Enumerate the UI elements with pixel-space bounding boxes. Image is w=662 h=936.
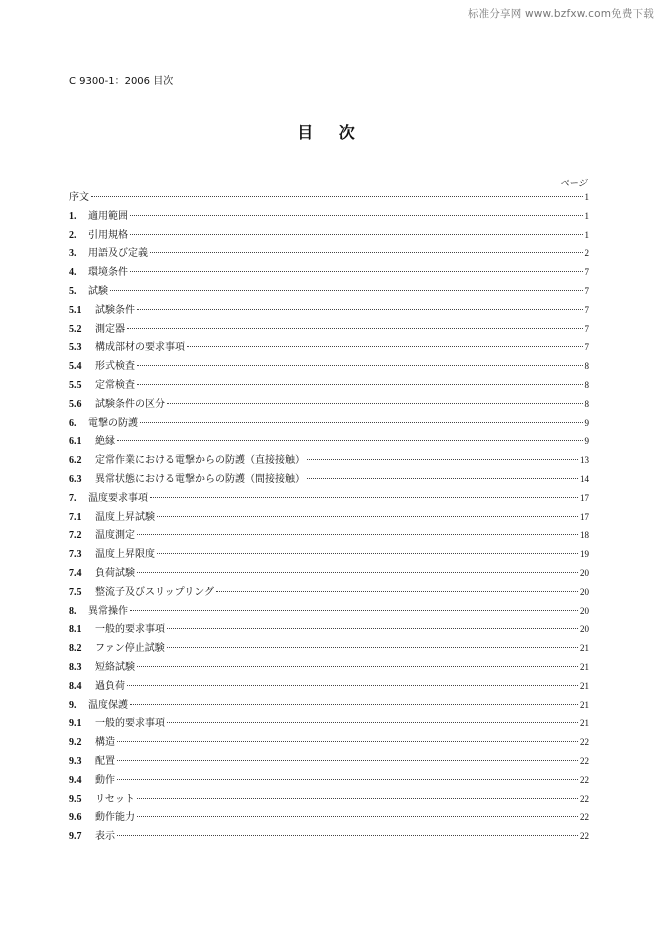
toc-entry-number: 9.5 xyxy=(69,793,82,805)
toc-dot-leader xyxy=(216,591,578,592)
toc-entry-number: 5.4 xyxy=(69,361,82,373)
toc-entry-title: 試験条件の区分 xyxy=(95,398,165,410)
toc-entry-page: 1 xyxy=(584,229,589,240)
toc-entry-number: 5.2 xyxy=(69,323,82,335)
toc-entry-page: 21 xyxy=(580,680,589,691)
toc-entry[interactable] xyxy=(69,451,589,470)
toc-entry-page: 7 xyxy=(584,285,589,296)
toc-entry-page: 22 xyxy=(580,737,589,748)
toc-dot-leader xyxy=(137,309,583,310)
toc-dot-leader xyxy=(140,422,583,423)
toc-entry[interactable] xyxy=(69,357,589,376)
toc-entry-number: 9.1 xyxy=(69,718,82,730)
toc-entry-page: 20 xyxy=(580,624,589,635)
toc-entry-number: 6.1 xyxy=(69,436,82,448)
toc-entry[interactable] xyxy=(69,526,589,545)
toc-entry-title: 定常検査 xyxy=(95,379,135,391)
toc-dot-leader xyxy=(167,403,583,404)
toc-entry-page: 7 xyxy=(584,323,589,334)
toc-entry-page: 14 xyxy=(580,473,589,484)
toc-dot-leader xyxy=(117,835,578,836)
toc-dot-leader xyxy=(127,328,583,329)
toc-entry-number: 7.5 xyxy=(69,586,82,598)
toc-entry[interactable] xyxy=(69,564,589,583)
toc-entry-title: 一般的要求事項 xyxy=(95,718,165,730)
toc-entry[interactable] xyxy=(69,677,589,696)
table-of-contents xyxy=(69,188,589,846)
toc-entry-title: 過負荷 xyxy=(95,680,125,692)
toc-entry-title: 配置 xyxy=(95,755,115,767)
toc-entry-page: 22 xyxy=(580,831,589,842)
toc-entry-page: 13 xyxy=(580,455,589,466)
toc-entry-page: 22 xyxy=(580,812,589,823)
toc-entry[interactable] xyxy=(69,188,589,207)
toc-dot-leader xyxy=(137,798,578,799)
toc-entry-number: 2. xyxy=(69,229,77,241)
toc-entry-title: 試験 xyxy=(88,285,108,297)
toc-entry[interactable] xyxy=(69,620,589,639)
toc-entry[interactable] xyxy=(69,508,589,527)
toc-entry-number: 1. xyxy=(69,210,77,222)
toc-dot-leader xyxy=(307,478,578,479)
toc-entry-number: 8.3 xyxy=(69,661,82,673)
toc-dot-leader xyxy=(150,252,583,253)
toc-entry-title: 温度上昇限度 xyxy=(95,549,155,561)
toc-entry[interactable] xyxy=(69,696,589,715)
toc-entry[interactable] xyxy=(69,714,589,733)
toc-entry-page: 17 xyxy=(580,511,589,522)
toc-entry-title: 表示 xyxy=(95,831,115,843)
toc-entry-title: 動作能力 xyxy=(95,812,135,824)
toc-dot-leader xyxy=(167,647,578,648)
toc-entry-title: 整流子及びスリップリング xyxy=(95,586,214,598)
toc-entry-number: 9.2 xyxy=(69,737,82,749)
toc-entry-title: 序文 xyxy=(69,192,89,203)
toc-entry-title: 絶縁 xyxy=(95,436,115,448)
toc-entry-page: 9 xyxy=(584,417,589,428)
toc-entry-number: 6.3 xyxy=(69,473,82,485)
toc-entry-page: 20 xyxy=(580,586,589,597)
toc-entry[interactable] xyxy=(69,752,589,771)
toc-entry-number: 5.6 xyxy=(69,398,82,410)
toc-entry-page: 21 xyxy=(580,699,589,710)
toc-entry-number: 9. xyxy=(69,699,77,711)
toc-dot-leader xyxy=(137,572,578,573)
toc-entry-number: 7.2 xyxy=(69,530,82,542)
toc-entry[interactable] xyxy=(69,376,589,395)
toc-entry-number: 5.5 xyxy=(69,379,82,391)
toc-entry-title: 構造 xyxy=(95,737,115,749)
toc-entry-title: 形式検査 xyxy=(95,361,135,373)
toc-entry-number: 9.6 xyxy=(69,812,82,824)
toc-entry-title: 異常操作 xyxy=(88,605,128,617)
toc-dot-leader xyxy=(150,497,578,498)
toc-entry-number: 6. xyxy=(69,417,77,429)
toc-entry-page: 7 xyxy=(584,267,589,278)
toc-entry-number: 6.2 xyxy=(69,455,82,467)
toc-dot-leader xyxy=(137,666,578,667)
toc-entry-title: 温度保護 xyxy=(88,699,128,711)
toc-entry[interactable] xyxy=(69,808,589,827)
toc-entry-number: 7.3 xyxy=(69,549,82,561)
toc-dot-leader xyxy=(91,196,583,197)
toc-entry-title: 構成部材の要求事項 xyxy=(95,342,185,354)
toc-dot-leader xyxy=(127,685,578,686)
toc-entry-page: 1 xyxy=(584,210,589,221)
toc-entry-page: 17 xyxy=(580,492,589,503)
toc-entry[interactable] xyxy=(69,226,589,245)
toc-entry-title: 定常作業における電撃からの防護（直接接触） xyxy=(95,455,305,467)
toc-entry-page: 7 xyxy=(584,342,589,353)
toc-entry-title: 一般的要求事項 xyxy=(95,624,165,636)
toc-entry[interactable] xyxy=(69,338,589,357)
toc-entry-title: 温度測定 xyxy=(95,530,135,542)
toc-dot-leader xyxy=(167,628,578,629)
toc-entry[interactable] xyxy=(69,301,589,320)
toc-entry-number: 9.3 xyxy=(69,755,82,767)
toc-entry[interactable] xyxy=(69,395,589,414)
toc-entry-page: 8 xyxy=(584,398,589,409)
toc-dot-leader xyxy=(137,365,583,366)
toc-entry-title: 短絡試験 xyxy=(95,661,135,673)
toc-entry[interactable] xyxy=(69,263,589,282)
toc-entry[interactable] xyxy=(69,790,589,809)
toc-dot-leader xyxy=(117,741,578,742)
toc-entry[interactable] xyxy=(69,658,589,677)
toc-entry-number: 5. xyxy=(69,285,77,297)
toc-entry-title: 異常状態における電撃からの防護（間接接触） xyxy=(95,473,305,485)
toc-dot-leader xyxy=(130,610,578,611)
toc-entry-number: 7.1 xyxy=(69,511,82,523)
toc-entry[interactable] xyxy=(69,733,589,752)
toc-entry-page: 21 xyxy=(580,718,589,729)
watermark-text: 标准分享网 www.bzfxw.com免费下载 xyxy=(467,8,654,20)
toc-entry-title: 適用範囲 xyxy=(88,210,128,222)
toc-entry-page: 2 xyxy=(584,248,589,259)
toc-entry-page: 22 xyxy=(580,755,589,766)
toc-entry[interactable] xyxy=(69,639,589,658)
toc-dot-leader xyxy=(157,553,578,554)
toc-entry-number: 3. xyxy=(69,248,77,260)
toc-entry-title: リセット xyxy=(95,793,135,805)
toc-dot-leader xyxy=(117,440,583,441)
toc-entry-title: 温度上昇試験 xyxy=(95,511,155,523)
toc-dot-leader xyxy=(117,779,578,780)
toc-entry-title: 動作 xyxy=(95,774,115,786)
toc-entry-page: 9 xyxy=(584,436,589,447)
toc-entry-page: 22 xyxy=(580,774,589,785)
toc-entry-number: 5.1 xyxy=(69,304,82,316)
toc-entry-page: 20 xyxy=(580,567,589,578)
toc-entry-number: 8.4 xyxy=(69,680,82,692)
toc-entry-title: 引用規格 xyxy=(88,229,128,241)
toc-dot-leader xyxy=(137,534,578,535)
toc-entry[interactable] xyxy=(69,583,589,602)
toc-entry[interactable] xyxy=(69,320,589,339)
toc-entry[interactable] xyxy=(69,414,589,433)
toc-entry-title: ファン停止試験 xyxy=(95,643,165,655)
toc-entry[interactable] xyxy=(69,244,589,263)
toc-entry[interactable] xyxy=(69,771,589,790)
toc-dot-leader xyxy=(157,516,578,517)
toc-entry-number: 7. xyxy=(69,492,77,504)
page-title: 目 次 xyxy=(297,123,365,142)
toc-dot-leader xyxy=(117,760,578,761)
document-header: C 9300-1：2006 目次 xyxy=(69,76,174,87)
toc-entry-page: 8 xyxy=(584,361,589,372)
toc-entry-number: 9.7 xyxy=(69,831,82,843)
toc-entry[interactable] xyxy=(69,282,589,301)
toc-entry-page: 19 xyxy=(580,549,589,560)
toc-entry[interactable] xyxy=(69,545,589,564)
toc-entry-title: 電撃の防護 xyxy=(88,417,138,429)
toc-dot-leader xyxy=(130,704,578,705)
toc-entry[interactable] xyxy=(69,489,589,508)
toc-entry-number: 5.3 xyxy=(69,342,82,354)
toc-entry-title: 用語及び定義 xyxy=(88,248,148,260)
toc-dot-leader xyxy=(187,346,583,347)
toc-dot-leader xyxy=(130,215,583,216)
toc-entry-title: 温度要求事項 xyxy=(88,492,148,504)
toc-entry-page: 1 xyxy=(584,192,589,202)
toc-entry-title: 環境条件 xyxy=(88,267,128,279)
toc-entry-number: 9.4 xyxy=(69,774,82,786)
toc-entry[interactable] xyxy=(69,602,589,621)
toc-entry[interactable] xyxy=(69,470,589,489)
toc-entry-number: 4. xyxy=(69,267,77,279)
toc-dot-leader xyxy=(137,816,578,817)
toc-entry-page: 8 xyxy=(584,379,589,390)
toc-dot-leader xyxy=(307,459,578,460)
toc-dot-leader xyxy=(137,384,583,385)
toc-entry-number: 8.1 xyxy=(69,624,82,636)
toc-entry-number: 8.2 xyxy=(69,643,82,655)
toc-entry-page: 20 xyxy=(580,605,589,616)
toc-entry[interactable] xyxy=(69,207,589,226)
toc-entry-title: 負荷試験 xyxy=(95,567,135,579)
toc-entry-page: 18 xyxy=(580,530,589,541)
toc-dot-leader xyxy=(167,722,578,723)
toc-dot-leader xyxy=(130,234,583,235)
toc-entry-page: 21 xyxy=(580,661,589,672)
toc-entry-number: 7.4 xyxy=(69,567,82,579)
toc-dot-leader xyxy=(130,271,583,272)
toc-dot-leader xyxy=(110,290,583,291)
toc-entry[interactable] xyxy=(69,827,589,846)
toc-entry-page: 21 xyxy=(580,643,589,654)
toc-entry-page: 7 xyxy=(584,304,589,315)
page-column-label: ページ xyxy=(560,179,587,189)
toc-entry-title: 試験条件 xyxy=(95,304,135,316)
toc-entry-title: 測定器 xyxy=(95,323,125,335)
toc-entry-page: 22 xyxy=(580,793,589,804)
toc-entry-number: 8. xyxy=(69,605,77,617)
toc-entry[interactable] xyxy=(69,432,589,451)
